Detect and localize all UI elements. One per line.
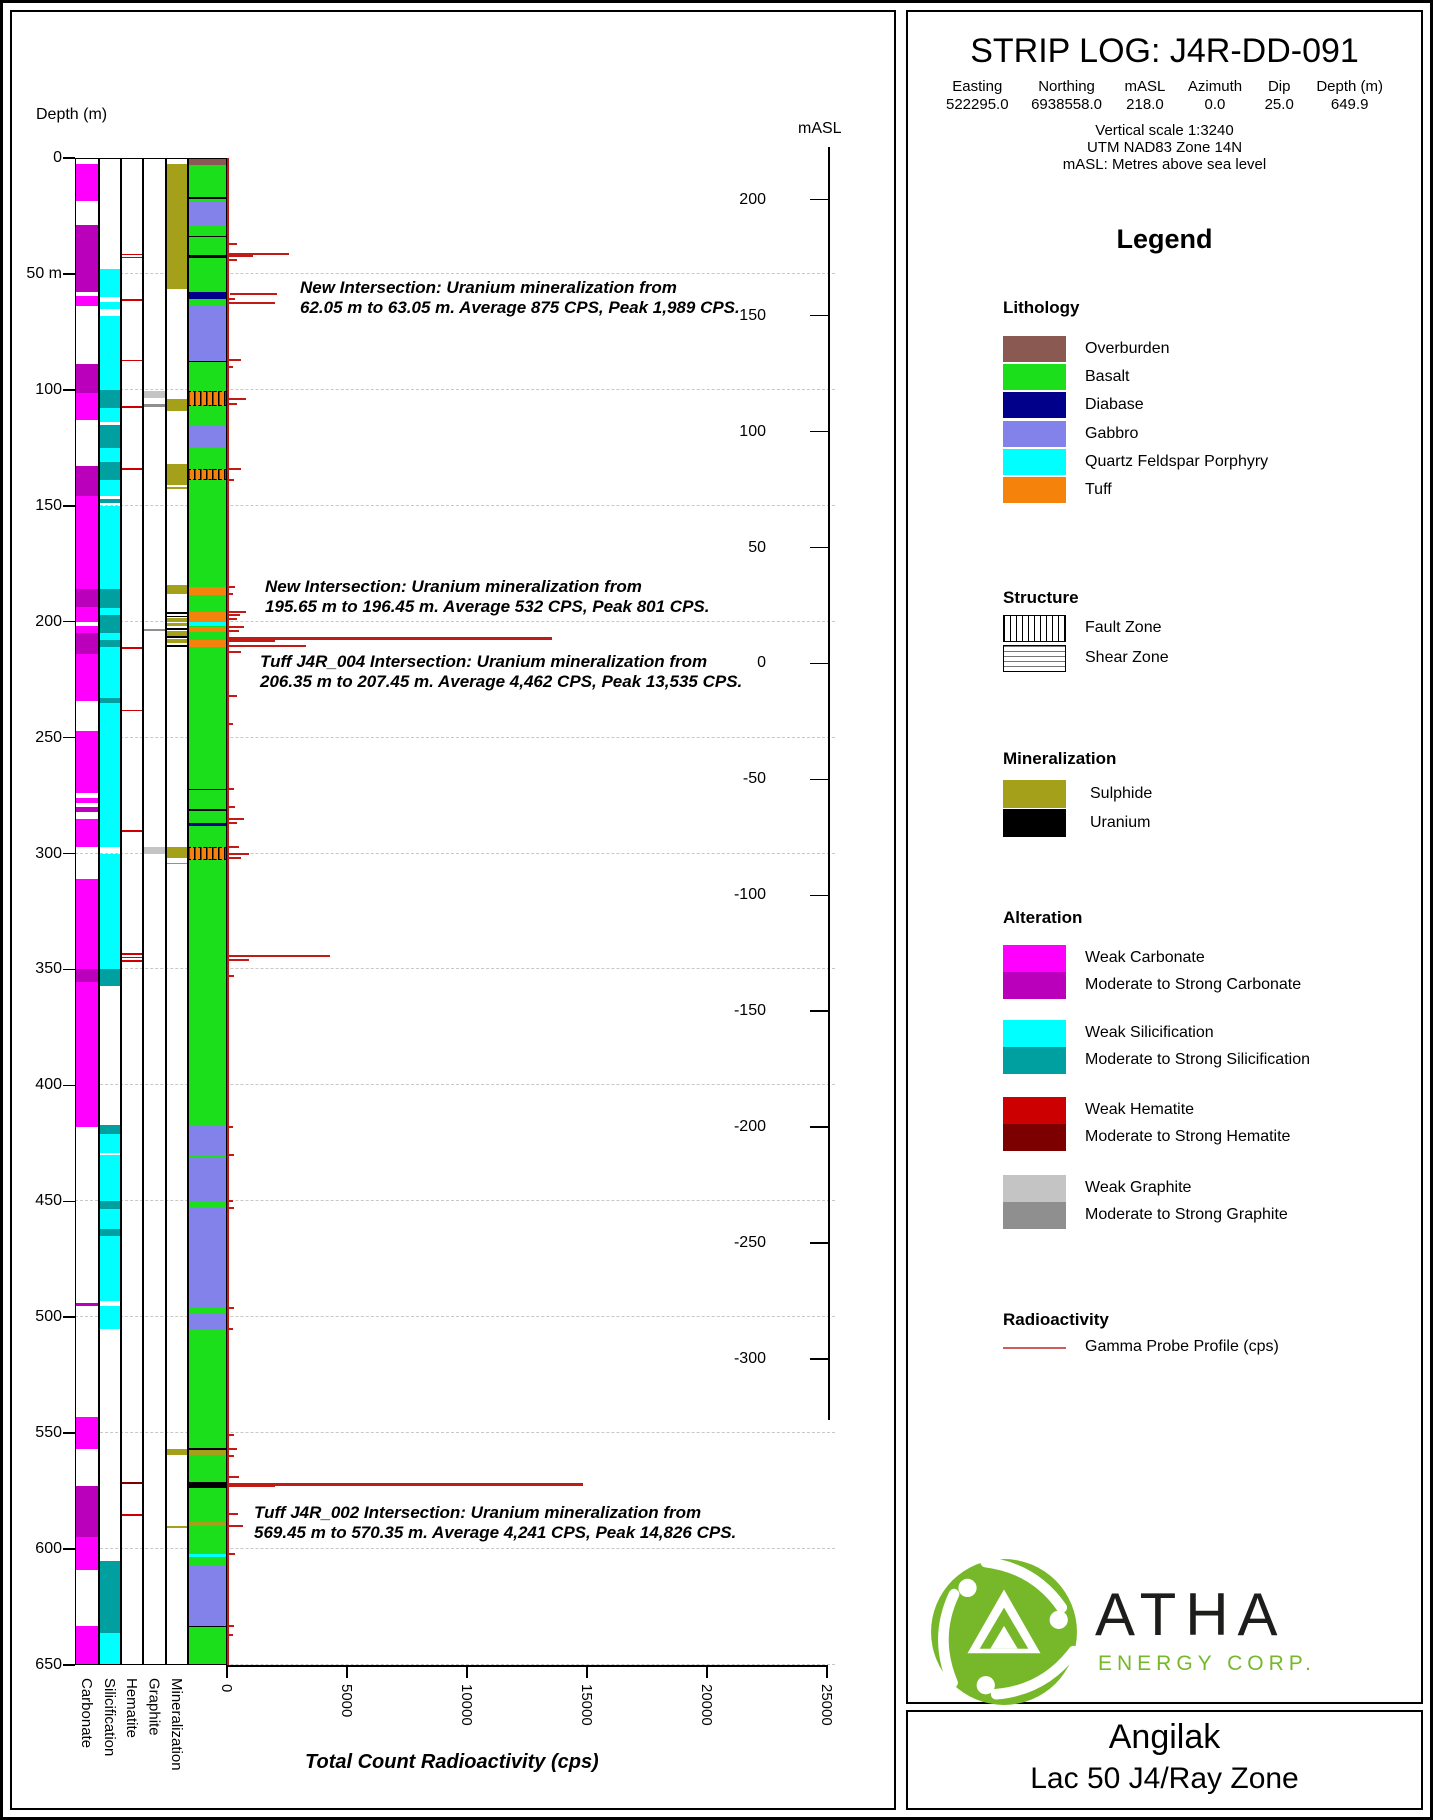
fault-zone-swatch xyxy=(1003,615,1066,642)
legend-swatch-strong xyxy=(1003,1202,1066,1229)
depth-tick xyxy=(63,853,75,855)
legend-swatch-strong xyxy=(1003,1047,1066,1074)
gamma-spike xyxy=(227,806,235,808)
masl-tick xyxy=(810,1010,828,1012)
gamma-spike xyxy=(227,1434,234,1436)
atha-logo-icon xyxy=(928,1556,1080,1708)
gamma-spike xyxy=(227,640,275,642)
silicification-column-box xyxy=(99,158,121,1665)
gamma-spike xyxy=(227,1485,275,1487)
gamma-spike xyxy=(227,403,237,405)
masl-tick xyxy=(810,199,828,201)
gamma-spike xyxy=(227,1328,233,1330)
legend-swatch-uranium xyxy=(1003,809,1066,837)
depth-tick xyxy=(63,1548,75,1550)
column-label-graphite: Graphite xyxy=(145,1678,163,1736)
legend-label: Weak Graphite xyxy=(1085,1179,1192,1196)
masl-tick-label: -50 xyxy=(742,770,766,788)
intersection-annotation: Tuff J4R_004 Intersection: Uranium mineralization from 206.35 m to 207.45 m. Average 4,462 CPS, Peak 13,535 CPS. xyxy=(260,652,743,691)
info-col-northing: Northing 6938558.0 xyxy=(1031,78,1102,113)
legend-swatch-weak xyxy=(1003,945,1066,972)
carbonate-column-box xyxy=(75,158,99,1665)
gamma-spike xyxy=(227,1634,233,1636)
depth-tick xyxy=(63,389,75,391)
gamma-spike xyxy=(227,398,246,400)
masl-tick-label: 150 xyxy=(739,306,766,324)
gamma-spike xyxy=(227,651,241,653)
gamma-tick xyxy=(586,1665,588,1678)
gamma-spike xyxy=(227,366,233,368)
gamma-axis-line xyxy=(227,1665,827,1667)
gamma-spike xyxy=(227,1154,234,1156)
gamma-spike xyxy=(227,479,234,481)
depth-tick-label: 650 xyxy=(35,1656,62,1673)
masl-axis-title: mASL xyxy=(798,120,842,137)
gamma-spike xyxy=(227,637,552,640)
structure-header: Structure xyxy=(1003,588,1079,607)
depth-tick-label: 550 xyxy=(35,1424,62,1442)
gamma-spike xyxy=(227,1448,237,1450)
legend-swatch-gabbro xyxy=(1003,421,1066,447)
shear-zone-swatch xyxy=(1003,645,1066,672)
depth-tick-label: 50 m xyxy=(26,264,62,282)
info-col-dip: Dip 25.0 xyxy=(1264,78,1294,113)
lithology-column-box xyxy=(188,158,227,1665)
depth-tick xyxy=(63,969,75,971)
legend-label: Weak Silicification xyxy=(1085,1024,1214,1041)
masl-tick-label: -300 xyxy=(733,1349,766,1367)
legend-swatch-strong xyxy=(1003,1124,1066,1151)
gamma-spike xyxy=(227,1200,233,1202)
depth-tick-label: 200 xyxy=(35,612,62,630)
depth-tick-label: 300 xyxy=(35,844,62,862)
gamma-spike xyxy=(227,1207,234,1209)
gamma-spike xyxy=(227,630,239,632)
gamma-spike xyxy=(227,243,237,245)
legend-swatch-sulphide xyxy=(1003,780,1066,808)
gamma-tick-label: 5000 xyxy=(338,1684,355,1718)
masl-tick xyxy=(810,1242,828,1244)
scale-notes: Vertical scale 1:3240 UTM NAD83 Zone 14N mASL: Metres above sea level xyxy=(1062,122,1267,173)
masl-axis-line xyxy=(828,147,830,1420)
legend-swatch-basalt xyxy=(1003,364,1066,390)
gamma-spike xyxy=(227,1513,238,1515)
hematite-column-box xyxy=(121,158,143,1665)
gamma-spike xyxy=(227,618,237,620)
gamma-tick xyxy=(706,1665,708,1678)
gamma-spike xyxy=(227,955,330,957)
gamma-spike xyxy=(227,822,237,824)
legend-swatch-tuff xyxy=(1003,477,1066,503)
gamma-tick-label: 0 xyxy=(218,1684,235,1693)
graphite-column-box xyxy=(143,158,166,1665)
legend-panel xyxy=(906,10,1423,1704)
gamma-spike xyxy=(227,614,240,616)
gamma-spike xyxy=(227,255,253,257)
mineralization-header: Mineralization xyxy=(1003,749,1117,768)
legend-swatch-weak xyxy=(1003,1020,1066,1047)
depth-tick xyxy=(63,621,75,623)
gamma-spike xyxy=(227,611,246,613)
alteration-header: Alteration xyxy=(1003,908,1083,927)
masl-tick xyxy=(810,1358,828,1360)
gamma-tick-label: 10000 xyxy=(458,1684,475,1726)
legend-label: Overburden xyxy=(1085,340,1170,357)
gamma-spike xyxy=(227,1525,243,1527)
legend-swatch-overburden xyxy=(1003,336,1066,362)
legend-title: Legend xyxy=(1116,224,1213,254)
gamma-spike xyxy=(227,259,237,261)
atha-logo xyxy=(928,1556,1080,1708)
masl-tick xyxy=(810,431,828,433)
gamma-tick xyxy=(346,1665,348,1678)
masl-tick-label: -200 xyxy=(733,1118,766,1136)
atha-wordmark: ATHA xyxy=(1095,1581,1287,1648)
column-label-mineralization: Mineralization xyxy=(168,1678,185,1771)
legend-label: Weak Hematite xyxy=(1085,1101,1195,1118)
gamma-spike xyxy=(227,298,235,300)
gamma-spike xyxy=(227,788,234,790)
intersection-annotation: Tuff J4R_002 Intersection: Uranium mineralization from 569.45 m to 570.35 m. Average 4,241 CPS, Peak 14,826 CPS. xyxy=(254,1503,737,1542)
gamma-spike xyxy=(227,626,244,628)
masl-tick xyxy=(810,663,828,665)
legend-label: Sulphide xyxy=(1090,785,1153,802)
depth-tick xyxy=(63,157,75,159)
intersection-annotation: New Intersection: Uranium mineralization from 62.05 m to 63.05 m. Average 875 CPS, Peak 1,989 CPS. xyxy=(300,278,740,317)
project-name: Angilak xyxy=(1108,1718,1221,1756)
gamma-tick-label: 25000 xyxy=(818,1684,835,1726)
collar-info-table xyxy=(946,78,1383,114)
depth-tick-label: 150 xyxy=(35,496,62,514)
masl-tick xyxy=(810,315,828,317)
gamma-spike xyxy=(227,695,237,697)
legend-label: Gamma Probe Profile (cps) xyxy=(1085,1338,1279,1355)
masl-tick-label: 200 xyxy=(739,190,766,208)
gamma-tick-label: 15000 xyxy=(578,1684,595,1726)
depth-tick-label: 500 xyxy=(35,1308,62,1326)
gamma-spike xyxy=(227,1483,583,1486)
atha-subtext: ENERGY CORP. xyxy=(1098,1652,1316,1675)
column-label-hematite: Hematite xyxy=(123,1678,140,1739)
gamma-spike xyxy=(227,857,241,859)
info-col-depthm: Depth (m) 649.9 xyxy=(1316,78,1383,113)
depth-tick xyxy=(63,737,75,739)
gamma-spike xyxy=(227,1455,234,1457)
legend-label: Moderate to Strong Carbonate xyxy=(1085,976,1302,993)
masl-tick-label: -150 xyxy=(733,1002,766,1020)
depth-tick xyxy=(63,505,75,507)
column-label-carbonate: Carbonate xyxy=(78,1678,95,1749)
legend-swatch-weak xyxy=(1003,1175,1066,1202)
zone-name: Lac 50 J4/Ray Zone xyxy=(1030,1762,1299,1795)
legend-label: Moderate to Strong Silicification xyxy=(1085,1051,1310,1068)
gamma-spike xyxy=(227,818,244,820)
depth-tick-label: 250 xyxy=(35,728,62,746)
radioactivity-header: Radioactivity xyxy=(1003,1310,1109,1329)
gamma-spike xyxy=(227,959,249,961)
gamma-tick xyxy=(226,1665,228,1678)
gamma-spike xyxy=(227,1625,234,1627)
depth-tick xyxy=(63,1085,75,1087)
depth-tick xyxy=(63,1432,75,1434)
lithology-header: Lithology xyxy=(1003,298,1080,317)
legend-label: Weak Carbonate xyxy=(1085,949,1205,966)
mineralization-column-box xyxy=(166,158,188,1665)
gamma-spike xyxy=(227,359,241,361)
legend-label: Diabase xyxy=(1085,396,1144,414)
info-col-azimuth: Azimuth 0.0 xyxy=(1187,78,1243,113)
gamma-spike xyxy=(227,593,233,595)
depth-tick xyxy=(63,1201,75,1203)
gamma-spike xyxy=(227,468,241,470)
gamma-tick-label: 20000 xyxy=(698,1684,715,1726)
info-col-easting: Easting 522295.0 xyxy=(946,78,1009,113)
gamma-spike xyxy=(227,723,233,725)
gamma-tick xyxy=(826,1665,828,1678)
depth-tick-label: 400 xyxy=(35,1076,62,1094)
masl-tick-label: -100 xyxy=(733,886,766,904)
gamma-spike xyxy=(227,1553,235,1555)
gamma-spike xyxy=(227,1126,233,1128)
masl-tick-label: -250 xyxy=(733,1234,766,1252)
gamma-spike xyxy=(227,846,239,848)
legend-swatch-strong xyxy=(1003,972,1066,999)
masl-tick xyxy=(810,895,828,897)
intersection-annotation: New Intersection: Uranium mineralization from 195.65 m to 196.45 m. Average 532 CPS, Peak 801 CPS. xyxy=(265,577,710,616)
legend-label: Basalt xyxy=(1085,368,1130,386)
masl-tick xyxy=(810,1126,828,1128)
masl-tick-label: 0 xyxy=(757,654,766,672)
gamma-spike xyxy=(227,1307,234,1309)
column-label-silicification: Silicification xyxy=(101,1678,118,1757)
depth-tick-label: 600 xyxy=(35,1540,62,1558)
masl-tick-label: 100 xyxy=(739,422,766,440)
info-col-masl: mASL 218.0 xyxy=(1124,78,1166,113)
depth-tick xyxy=(63,1316,75,1318)
legend-swatch-weak xyxy=(1003,1097,1066,1124)
gamma-spike xyxy=(227,853,249,855)
depth-tick-label: 100 xyxy=(35,380,62,398)
depth-axis-title: Depth (m) xyxy=(36,106,108,123)
legend-swatch-diabase xyxy=(1003,392,1066,418)
depth-tick-label: 0 xyxy=(53,149,62,166)
legend-label: Quartz Feldspar Porphyry xyxy=(1085,452,1269,470)
masl-tick xyxy=(810,547,828,549)
depth-tick xyxy=(63,273,75,275)
gamma-spike xyxy=(227,1476,239,1478)
legend-label: Uranium xyxy=(1090,814,1151,831)
gamma-axis-title: Total Count Radioactivity (cps) xyxy=(305,1751,599,1773)
gamma-spike xyxy=(227,645,306,647)
gamma-tick xyxy=(466,1665,468,1678)
gamma-line-swatch xyxy=(1003,1347,1066,1349)
legend-label: Gabbro xyxy=(1085,424,1139,442)
legend-label: Shear Zone xyxy=(1085,649,1169,666)
legend-label: Moderate to Strong Graphite xyxy=(1085,1206,1288,1223)
gamma-spike xyxy=(227,586,235,588)
legend-label: Moderate to Strong Hematite xyxy=(1085,1128,1291,1145)
depth-tick-label: 350 xyxy=(35,960,62,978)
legend-swatch-quartz-feldspar-porphyry xyxy=(1003,449,1066,475)
page-title: STRIP LOG: J4R-DD-091 xyxy=(970,32,1359,70)
gamma-spike xyxy=(227,302,275,304)
gamma-baseline xyxy=(227,158,229,1665)
depth-tick xyxy=(63,1664,75,1666)
legend-label: Fault Zone xyxy=(1085,619,1162,636)
masl-tick-label: 50 xyxy=(748,538,766,556)
depth-tick-label: 450 xyxy=(35,1192,62,1210)
masl-tick xyxy=(810,779,828,781)
gamma-spike xyxy=(227,975,234,977)
annotation-leader xyxy=(230,293,277,295)
legend-label: Tuff xyxy=(1085,481,1112,498)
